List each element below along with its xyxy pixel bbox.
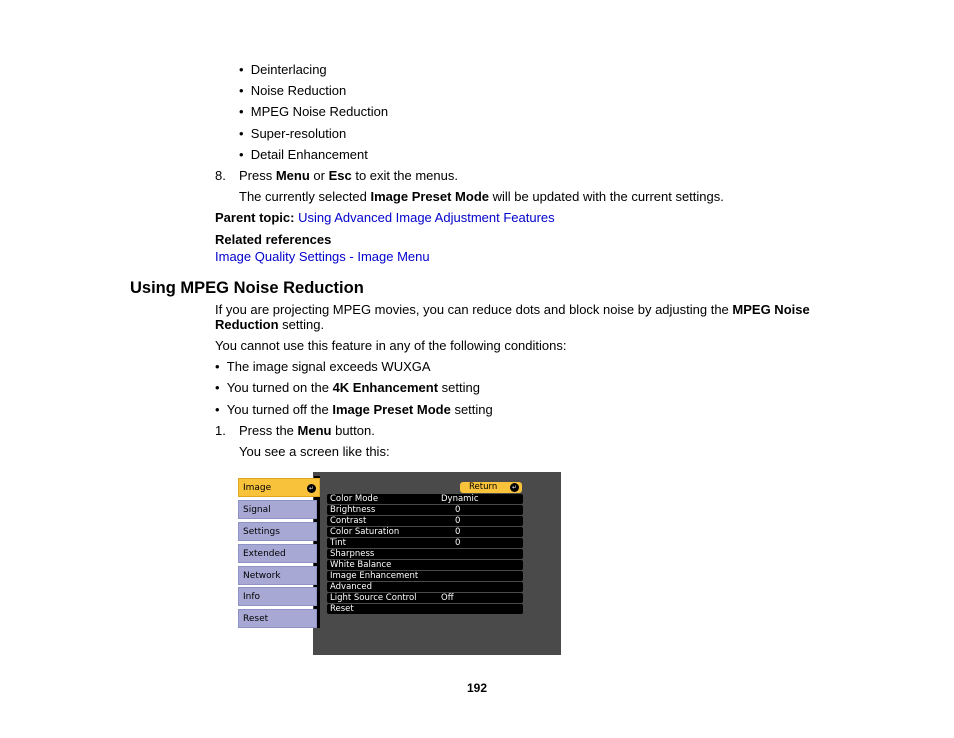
- menu-row: Reset: [327, 604, 523, 614]
- menu-panel: [313, 472, 561, 655]
- related-references-heading: Related references: [215, 232, 332, 247]
- menu-row: Advanced: [327, 582, 523, 592]
- intro-line-1: If you are projecting MPEG movies, you can reduce dots and block noise by adjusting the MPEG Noise: [215, 302, 810, 317]
- list-item: • MPEG Noise Reduction: [239, 104, 389, 119]
- enter-icon: ↵: [308, 485, 315, 492]
- step-8-note: The currently selected Image Preset Mode will be updated with the current settings.: [239, 189, 724, 204]
- step-1-text: Press the Menu button.: [239, 423, 375, 438]
- parent-topic: [215, 210, 555, 226]
- menu-row: Contrast 0: [327, 516, 523, 526]
- parent-topic-link[interactable]: Using Advanced Image Adjustment Features: [298, 210, 555, 225]
- menu-row: Color Mode Dynamic: [327, 494, 523, 504]
- menu-tab-network: Network: [238, 566, 317, 585]
- step-1-number: 1.: [215, 423, 226, 438]
- menu-tab-extended: Extended: [238, 544, 317, 563]
- step-8-number: 8.: [215, 168, 226, 183]
- menu-row: Color Saturation 0: [327, 527, 523, 537]
- list-item-text: Noise Reduction: [250, 83, 347, 98]
- list-item-text: Super-resolution: [250, 126, 347, 141]
- menu-tab-signal: Signal: [238, 500, 317, 519]
- list-item: • Deinterlacing: [239, 62, 327, 77]
- condition-item: • You turned off the Image Preset Mode setting: [215, 402, 493, 417]
- menu-row: Light Source Control Off: [327, 593, 523, 603]
- intro-line-2: Reduction setting.: [215, 317, 325, 332]
- related-reference-link[interactable]: Image Quality Settings - Image Menu: [215, 249, 430, 264]
- menu-screenshot: [238, 472, 561, 655]
- list-item-text: Deinterlacing: [250, 62, 327, 77]
- list-item: • Super-resolution: [239, 126, 347, 141]
- related-references-link-row: [215, 249, 430, 265]
- section-title: Using MPEG Noise Reduction: [130, 279, 364, 297]
- condition-item: • The image signal exceeds WUXGA: [215, 359, 431, 374]
- conditions-intro: You cannot use this feature in any of the following conditions:: [215, 338, 567, 353]
- step-8-text: Press Menu or Esc to exit the menus.: [239, 168, 458, 183]
- list-item-text: Detail Enhancement: [250, 147, 368, 162]
- menu-row: Sharpness: [327, 549, 523, 559]
- menu-row: Tint 0: [327, 538, 523, 548]
- menu-tab-info: Info: [238, 587, 317, 606]
- page-number: 192: [466, 681, 488, 695]
- list-item: • Noise Reduction: [239, 83, 347, 98]
- list-item-text: MPEG Noise Reduction: [250, 104, 389, 119]
- return-button: Return ↵: [460, 482, 522, 493]
- menu-tab-image: Image ↵: [238, 478, 320, 497]
- parent-topic-label: Parent topic:: [215, 210, 295, 225]
- menu-row: Brightness 0: [327, 505, 523, 515]
- enter-icon: ↵: [511, 484, 518, 491]
- condition-item: • You turned on the 4K Enhancement setting: [215, 380, 480, 395]
- list-item: • Detail Enhancement: [239, 147, 368, 162]
- menu-row: White Balance: [327, 560, 523, 570]
- menu-row: Image Enhancement: [327, 571, 523, 581]
- menu-tab-reset: Reset: [238, 609, 317, 628]
- menu-tab-settings: Settings: [238, 522, 317, 541]
- screen-intro: You see a screen like this:: [239, 444, 390, 459]
